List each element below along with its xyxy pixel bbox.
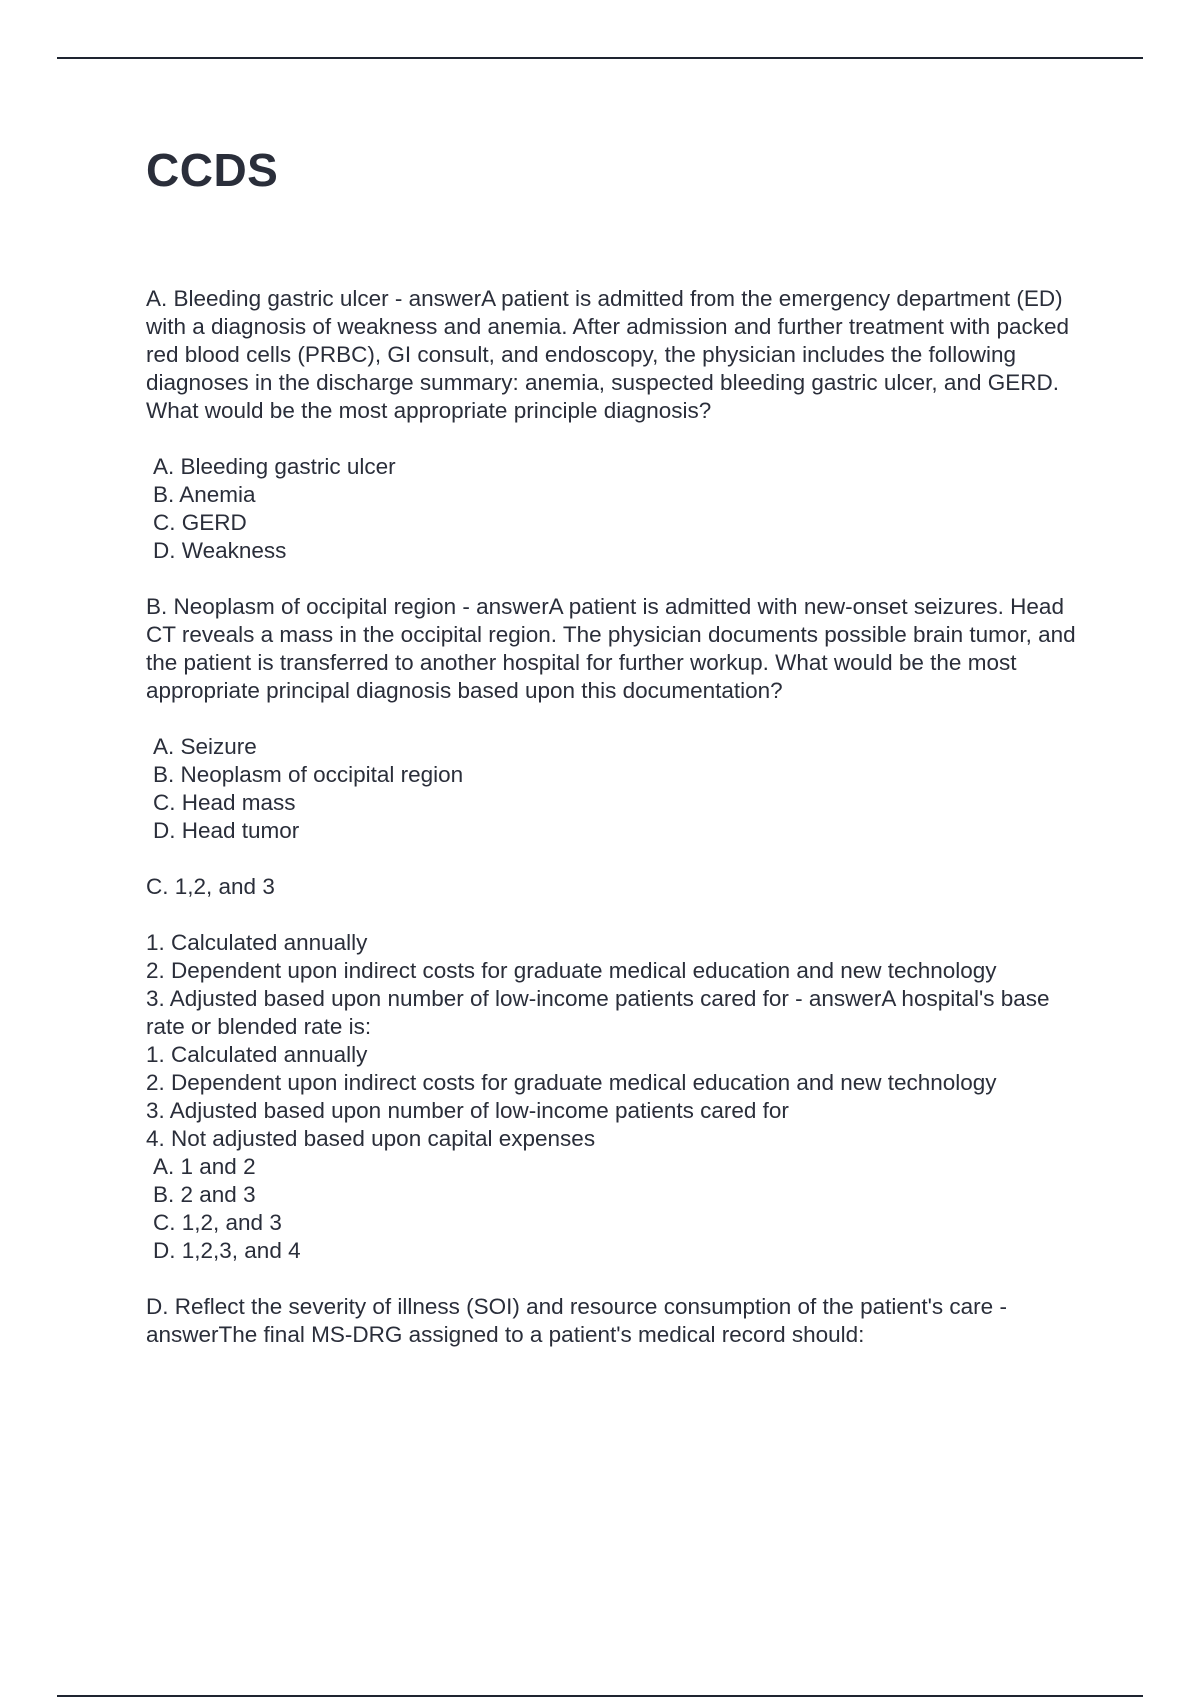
question-1-options [146, 453, 1086, 565]
list-item: 4. Not adjusted based upon capital expenses [146, 1126, 596, 1151]
question-2 [146, 593, 1086, 845]
option-item: C. 1,2, and 3 [153, 1210, 282, 1235]
option-item: D. 1,2,3, and 4 [153, 1238, 301, 1263]
option-item: B. 2 and 3 [153, 1182, 256, 1207]
question-4 [146, 1293, 1086, 1349]
option-item: C. GERD [153, 510, 247, 535]
option-item: D. Weakness [153, 538, 287, 563]
option-item: C. Head mass [153, 790, 296, 815]
question-4-text: D. Reflect the severity of illness (SOI) and resource consumption of the patient's care - answerThe final MS-DRG assigned to a patient's medical record should: [146, 1294, 1007, 1347]
question-3-options [146, 1153, 1086, 1265]
option-item: A. Bleeding gastric ulcer [153, 454, 396, 479]
option-item: D. Head tumor [153, 818, 300, 843]
question-2-options [146, 733, 1086, 845]
bottom-rule [57, 1695, 1143, 1697]
question-2-text: B. Neoplasm of occipital region - answerA patient is admitted with new-onset seizures. Head CT reveals a mass in the occipital region. The physician documents possible brain tumor, and the patient is transferred to another hospital for further workup. What would be the most appropriate principal diagnosis based upon this documentation? [146, 594, 1076, 703]
question-3-statements [146, 1041, 1086, 1153]
list-item: 3. Adjusted based upon number of low-income patients cared for [146, 1098, 789, 1123]
option-item: A. Seizure [153, 734, 257, 759]
question-3-answer-items [146, 929, 1086, 1041]
document-title: CCDS [146, 144, 279, 196]
list-item: 1. Calculated annually [146, 930, 368, 955]
list-item: 3. Adjusted based upon number of low-income patients cared for - answerA hospital's base rate or blended rate is: [146, 986, 1050, 1039]
option-item: A. 1 and 2 [153, 1154, 256, 1179]
question-3-answer: C. 1,2, and 3 [146, 874, 275, 899]
top-rule [57, 57, 1143, 59]
document-body [146, 140, 1086, 1349]
list-item: 2. Dependent upon indirect costs for graduate medical education and new technology [146, 958, 997, 983]
option-item: B. Neoplasm of occipital region [153, 762, 464, 787]
question-1-text: A. Bleeding gastric ulcer - answerA patient is admitted from the emergency department (ED) with a diagnosis of weakness and anemia. After admission and further treatment with packed red blood cells (PRBC), GI consult, and endoscopy, the physician includes the following diagnoses in the discharge summary: anemia, suspected bleeding gastric ulcer, and GERD. What would be the most appropriate principle diagnosis? [146, 286, 1070, 423]
question-1 [146, 285, 1086, 565]
option-item: B. Anemia [153, 482, 256, 507]
question-3 [146, 873, 1086, 1265]
list-item: 1. Calculated annually [146, 1042, 368, 1067]
list-item: 2. Dependent upon indirect costs for graduate medical education and new technology [146, 1070, 997, 1095]
